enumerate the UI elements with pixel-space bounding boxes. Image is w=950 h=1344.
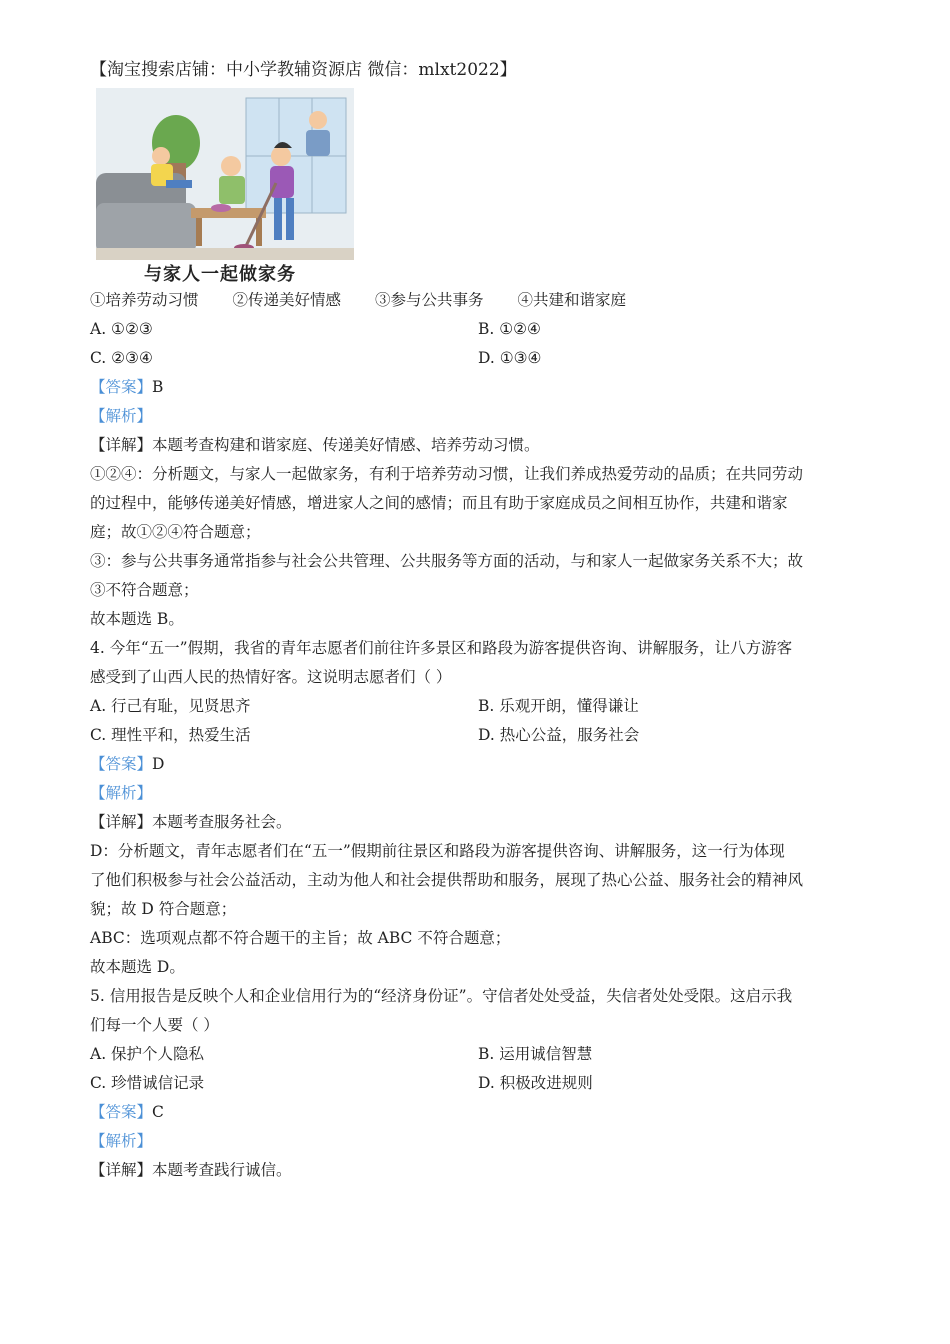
q5-analysis-tag: 【解析】 — [90, 1132, 153, 1150]
q4-analysis-tag: 【解析】 — [90, 784, 153, 802]
q4-option-c: C. 理性平和，热爱生活 — [90, 726, 251, 744]
statement-list — [90, 286, 862, 315]
q3-options-row-1 — [90, 315, 862, 344]
q3-detail-6: ③不符合题意； — [90, 581, 199, 599]
q5-option-a: A. 保护个人隐私 — [90, 1045, 205, 1063]
q4-detail-1: 【详解】本题考查服务社会。 — [90, 813, 292, 831]
q5-option-d: D. 积极改进规则 — [478, 1074, 593, 1092]
q3-detail-7: 故本题选 B。 — [90, 610, 184, 628]
housework-illustration — [96, 88, 354, 260]
q4-options-row-2 — [90, 721, 862, 750]
q3-detail-1: 【详解】本题考查构建和谐家庭、传递美好情感、培养劳动习惯。 — [90, 436, 540, 454]
q3-detail-2: ①②④：分析题文，与家人一起做家务，有利于培养劳动习惯，让我们养成热爱劳动的品质；在共同劳动 — [90, 465, 804, 483]
q5-options-row-2 — [90, 1069, 862, 1098]
q5-stem-1: 5. 信用报告是反映个人和企业信用行为的“经济身份证”。守信者处处受益，失信者处处受限。这启示我 — [90, 987, 793, 1005]
answer-tag: 【答案】 — [90, 1103, 153, 1121]
q4-detail-2: D：分析题文，青年志愿者们在“五一”假期前往景区和路段为游客提供咨询、讲解服务，这一行为体现 — [90, 842, 785, 860]
statement-1: ①培养劳动习惯 — [90, 291, 199, 309]
figure-caption: 与家人一起做家务 — [144, 264, 296, 285]
q3-detail-5: ③：参与公共事务通常指参与社会公共管理、公共服务等方面的活动，与和家人一起做家务关系不大；故 — [90, 552, 804, 570]
q4-detail-5: ABC：选项观点都不符合题干的主旨；故 ABC 不符合题意； — [90, 929, 511, 947]
q3-option-b: B. ①②④ — [478, 320, 541, 338]
q4-detail-4: 貌；故 D 符合题意； — [90, 900, 237, 918]
q3-option-d: D. ①③④ — [478, 349, 542, 367]
statement-3: ③参与公共事务 — [375, 291, 484, 309]
answer-value: C — [152, 1103, 164, 1121]
q4-stem-1: 4. 今年“五一”假期，我省的青年志愿者们前往许多景区和路段为游客提供咨询、讲解服务，让八方游客 — [90, 639, 793, 657]
q5-options-row-1 — [90, 1040, 862, 1069]
illustration-figure — [96, 88, 356, 286]
q3-analysis-tag: 【解析】 — [90, 407, 153, 425]
answer-value: B — [152, 378, 164, 396]
q4-detail-3: 了他们积极参与社会公益活动，主动为他人和社会提供帮助和服务，展现了热心公益、服务社会的精神风 — [90, 871, 804, 889]
document-page — [90, 56, 862, 1185]
q4-option-a: A. 行己有耻，见贤思齐 — [90, 697, 251, 715]
q5-option-b: B. 运用诚信智慧 — [478, 1045, 593, 1063]
answer-tag: 【答案】 — [90, 755, 153, 773]
q3-option-a: A. ①②③ — [90, 320, 153, 338]
q3-options-row-2 — [90, 344, 862, 373]
q3-option-c: C. ②③④ — [90, 349, 153, 367]
q5-option-c: C. 珍惜诚信记录 — [90, 1074, 205, 1092]
q3-detail-3: 的过程中，能够传递美好情感，增进家人之间的感情；而且有助于家庭成员之间相互协作，共建和谐家 — [90, 494, 788, 512]
q4-answer — [90, 750, 862, 779]
q3-answer — [90, 373, 862, 402]
q4-options-row-1 — [90, 692, 862, 721]
q3-detail-4: 庭；故①②④符合题意； — [90, 523, 261, 541]
answer-value: D — [152, 755, 165, 773]
q5-answer — [90, 1098, 862, 1127]
q5-stem-2: 们每一个人要（ ） — [90, 1016, 219, 1034]
q4-detail-6: 故本题选 D。 — [90, 958, 185, 976]
statement-4: ④共建和谐家庭 — [517, 291, 627, 309]
answer-tag: 【答案】 — [90, 378, 153, 396]
header-banner: 【淘宝搜索店铺：中小学教辅资源店 微信：mlxt2022】 — [90, 60, 517, 80]
statement-2: ②传递美好情感 — [232, 291, 342, 309]
q4-option-d: D. 热心公益，服务社会 — [478, 726, 640, 744]
q4-option-b: B. 乐观开朗，懂得谦让 — [478, 697, 639, 715]
q5-detail-1: 【详解】本题考查践行诚信。 — [90, 1161, 292, 1179]
q4-stem-2: 感受到了山西人民的热情好客。这说明志愿者们（ ） — [90, 668, 452, 686]
